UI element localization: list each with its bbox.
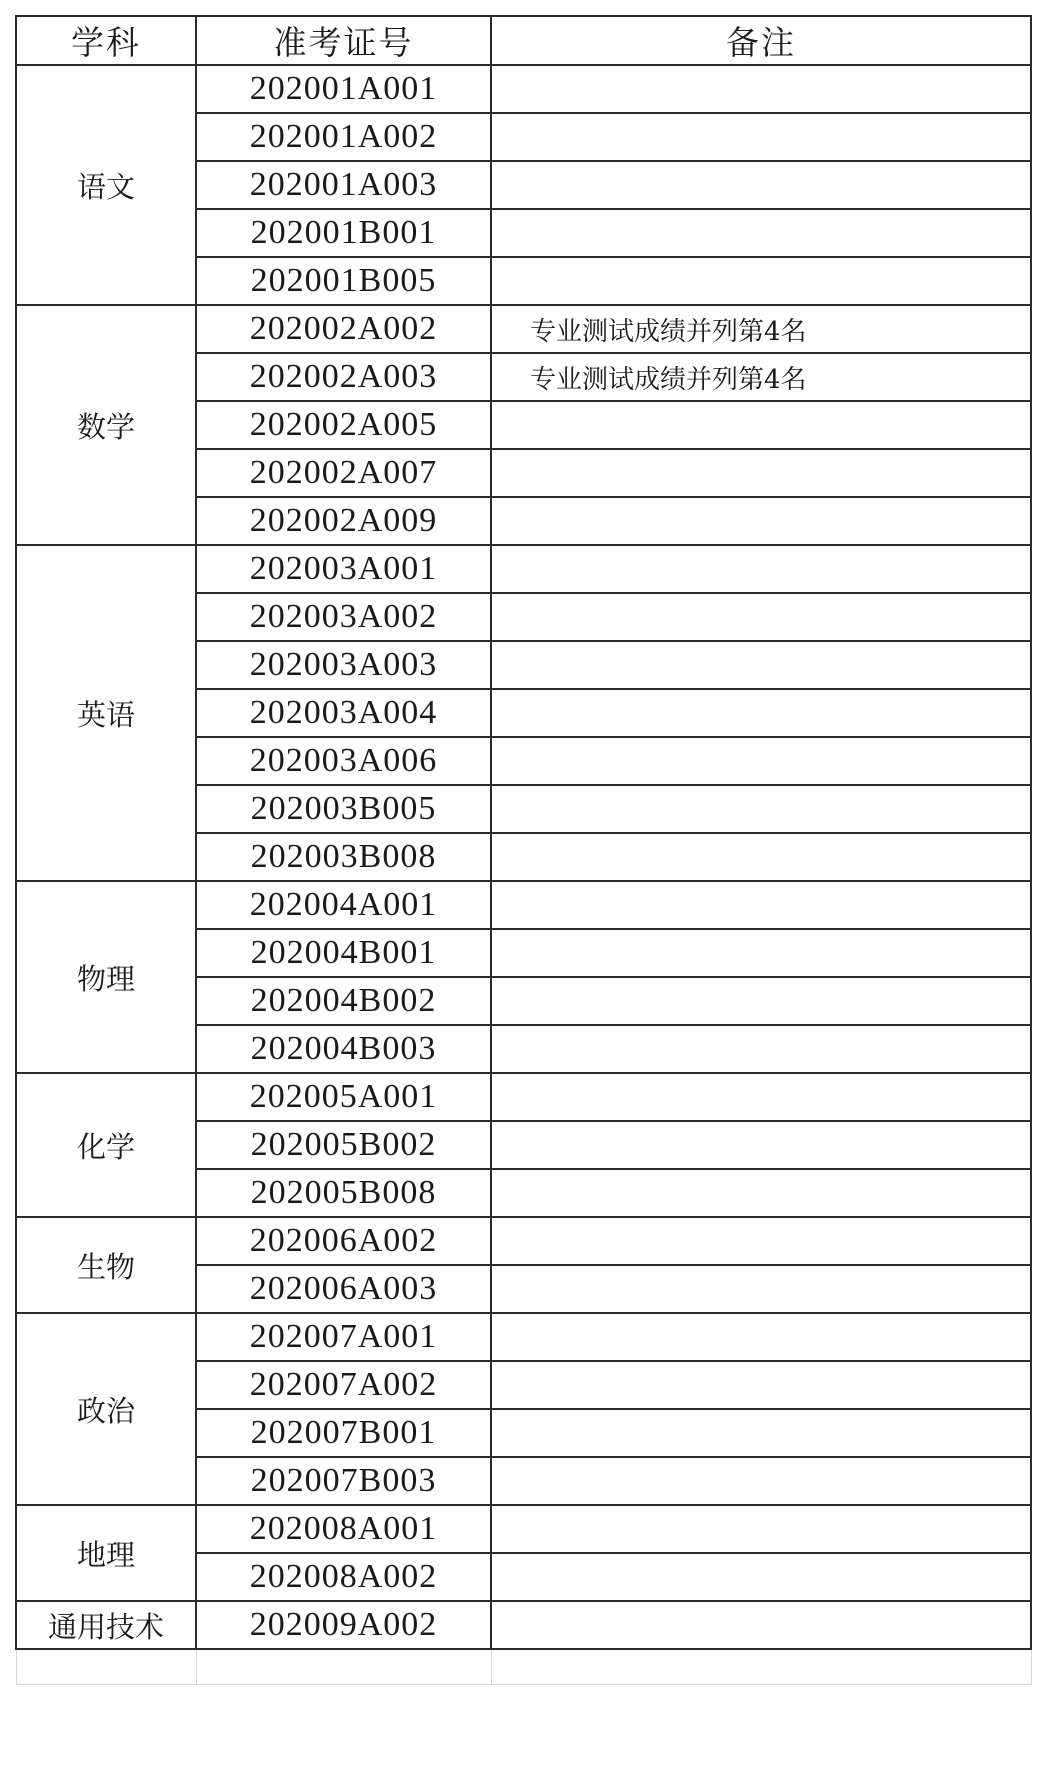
note-cell [491,1409,1031,1457]
exam-id-cell: 202006A003 [196,1265,491,1313]
exam-id-cell: 202007B001 [196,1409,491,1457]
exam-id-cell: 202007B003 [196,1457,491,1505]
exam-id-cell: 202003A003 [196,641,491,689]
note-cell [491,1553,1031,1601]
exam-id-cell: 202003A006 [196,737,491,785]
exam-id-cell: 202005B002 [196,1121,491,1169]
note-cell [491,1457,1031,1505]
exam-id-cell: 202002A009 [196,497,491,545]
note-cell: 专业测试成绩并列第4名 [491,305,1031,353]
subject-cell: 物理 [16,881,196,1073]
note-cell [491,1025,1031,1073]
blank-cell [491,1649,1031,1685]
exam-id-cell: 202008A001 [196,1505,491,1553]
note-cell [491,977,1031,1025]
note-cell [491,113,1031,161]
note-cell [491,545,1031,593]
subject-cell: 数学 [16,305,196,545]
exam-id-cell: 202003A001 [196,545,491,593]
note-cell [491,1217,1031,1265]
exam-id-cell: 202001A003 [196,161,491,209]
note-cell [491,257,1031,305]
table-row [16,545,1031,593]
admission-table [15,15,1032,1685]
exam-id-cell: 202004A001 [196,881,491,929]
subject-cell: 语文 [16,65,196,305]
note-cell [491,833,1031,881]
note-cell [491,209,1031,257]
table-row [16,1073,1031,1121]
note-cell [491,1121,1031,1169]
header-exam-id: 准考证号 [196,16,491,65]
exam-id-cell: 202004B003 [196,1025,491,1073]
subject-cell: 英语 [16,545,196,881]
note-cell [491,689,1031,737]
table-row [16,1505,1031,1553]
exam-id-cell: 202003B008 [196,833,491,881]
table-row [16,1217,1031,1265]
note-cell [491,881,1031,929]
exam-id-cell: 202003B005 [196,785,491,833]
table-row [16,305,1031,353]
exam-id-cell: 202001A001 [196,65,491,113]
blank-row [16,1649,1031,1685]
table-row [16,65,1031,113]
table-header [16,16,1031,65]
blank-cell [16,1649,196,1685]
subject-cell: 地理 [16,1505,196,1601]
note-cell [491,161,1031,209]
exam-id-cell: 202001A002 [196,113,491,161]
exam-id-cell: 202008A002 [196,1553,491,1601]
exam-id-cell: 202001B005 [196,257,491,305]
subject-cell: 化学 [16,1073,196,1217]
exam-id-cell: 202007A002 [196,1361,491,1409]
note-cell [491,641,1031,689]
note-cell [491,65,1031,113]
table-row [16,881,1031,929]
subject-cell: 政治 [16,1313,196,1505]
exam-id-cell: 202005B008 [196,1169,491,1217]
note-cell [491,1265,1031,1313]
exam-id-cell: 202006A002 [196,1217,491,1265]
exam-id-cell: 202004B001 [196,929,491,977]
header-subject: 学科 [16,16,196,65]
note-cell [491,929,1031,977]
note-cell [491,401,1031,449]
exam-id-cell: 202007A001 [196,1313,491,1361]
note-cell [491,497,1031,545]
blank-cell [196,1649,491,1685]
table-row [16,1313,1031,1361]
header-row [16,16,1031,65]
exam-id-cell: 202002A005 [196,401,491,449]
exam-id-cell: 202004B002 [196,977,491,1025]
exam-id-cell: 202003A002 [196,593,491,641]
note-cell [491,737,1031,785]
note-cell [491,785,1031,833]
table-footer [16,1649,1031,1685]
exam-id-cell: 202009A002 [196,1601,491,1649]
table-body [16,65,1031,1649]
note-cell [491,1505,1031,1553]
note-cell [491,449,1031,497]
header-note: 备注 [491,16,1031,65]
note-cell: 专业测试成绩并列第4名 [491,353,1031,401]
exam-id-cell: 202005A001 [196,1073,491,1121]
note-cell [491,593,1031,641]
note-cell [491,1073,1031,1121]
exam-id-cell: 202003A004 [196,689,491,737]
subject-cell: 通用技术 [16,1601,196,1649]
exam-id-cell: 202002A003 [196,353,491,401]
note-cell [491,1169,1031,1217]
exam-id-cell: 202002A007 [196,449,491,497]
note-cell [491,1361,1031,1409]
exam-id-cell: 202002A002 [196,305,491,353]
exam-id-cell: 202001B001 [196,209,491,257]
table-row [16,1601,1031,1649]
note-cell [491,1601,1031,1649]
note-cell [491,1313,1031,1361]
subject-cell: 生物 [16,1217,196,1313]
